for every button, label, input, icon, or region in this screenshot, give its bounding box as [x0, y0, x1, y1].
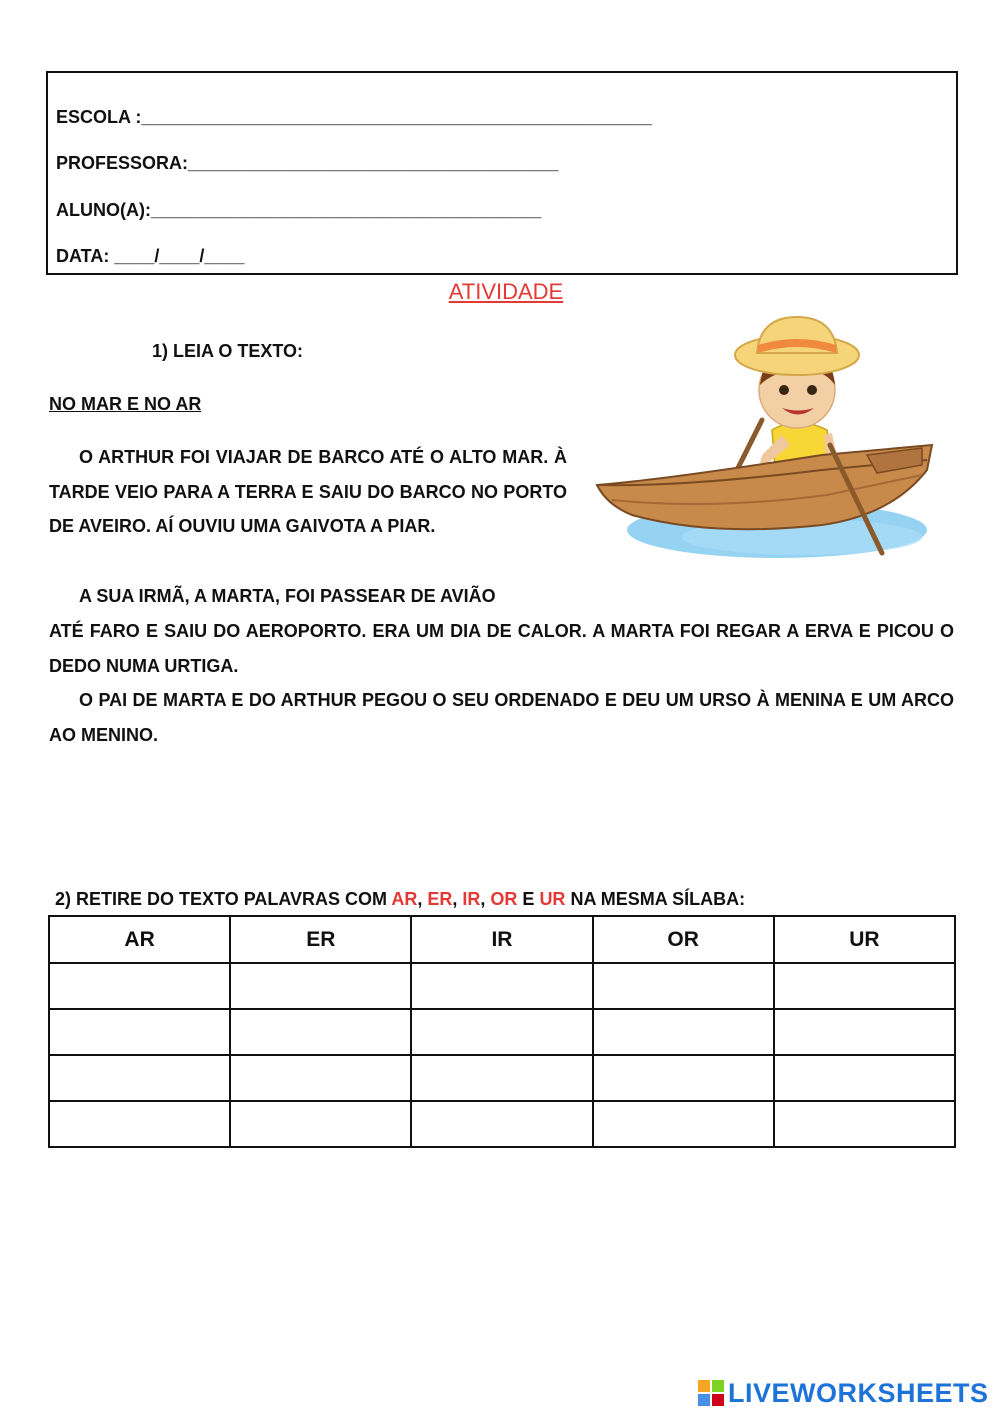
story-paragraph-1: O ARTHUR FOI VIAJAR DE BARCO ATÉ O ALTO MAR. À TARDE VEIO PARA A TERRA E SAIU DO BARCO NO PORTO DE AVEIRO. AÍ OUVIU UMA GAIVOTA A PIAR. — [49, 447, 567, 536]
column-header-or: OR — [593, 916, 774, 963]
table-header-row — [49, 916, 955, 963]
table-row — [49, 963, 955, 1009]
data-field: DATA: ____/____/____ — [56, 246, 245, 266]
answer-cell[interactable] — [411, 963, 592, 1009]
question-2 — [55, 889, 745, 910]
answer-cell[interactable] — [49, 1101, 230, 1147]
answer-cell[interactable] — [774, 963, 955, 1009]
logo-text: LIVEWORKSHEETS — [728, 1377, 989, 1408]
answer-cell[interactable] — [593, 963, 774, 1009]
syllable-or: OR — [490, 889, 518, 909]
activity-title: ATIVIDADE — [448, 279, 564, 304]
story-paragraph-2-rest: ATÉ FARO E SAIU DO AEROPORTO. ERA UM DIA DE CALOR. A MARTA FOI REGAR A ERVA E PICOU O DEDO NUMA URTIGA. — [49, 621, 954, 676]
answer-cell[interactable] — [230, 963, 411, 1009]
separator: , — [417, 889, 428, 909]
separator: , — [480, 889, 491, 909]
syllable-ur: UR — [539, 889, 566, 909]
answer-cell[interactable] — [230, 1055, 411, 1101]
story-paragraph-2-start: A SUA IRMÃ, A MARTA, FOI PASSEAR DE AVIÃO — [79, 586, 496, 606]
answer-cell[interactable] — [593, 1009, 774, 1055]
syllable-ar: AR — [391, 889, 418, 909]
answer-cell[interactable] — [411, 1055, 592, 1101]
syllable-er: ER — [427, 889, 453, 909]
aluno-field: ALUNO(A):_______________________________________ — [56, 200, 542, 220]
answer-cell[interactable] — [774, 1101, 955, 1147]
boy-rowing-boat-illustration — [592, 305, 942, 575]
syllable-ir: IR — [462, 889, 481, 909]
liveworksheets-logo[interactable] — [698, 1378, 989, 1408]
answer-cell[interactable] — [49, 963, 230, 1009]
column-header-ur: UR — [774, 916, 955, 963]
answer-cell[interactable] — [593, 1055, 774, 1101]
table-row — [49, 1055, 955, 1101]
story-title: NO MAR E NO AR — [49, 394, 202, 414]
separator: E — [517, 889, 540, 909]
answer-cell[interactable] — [411, 1009, 592, 1055]
answer-cell[interactable] — [593, 1101, 774, 1147]
table-row — [49, 1101, 955, 1147]
question-2-prefix: 2) RETIRE DO TEXTO PALAVRAS COM — [55, 889, 392, 909]
column-header-ar: AR — [49, 916, 230, 963]
answer-cell[interactable] — [774, 1055, 955, 1101]
answer-cell[interactable] — [49, 1055, 230, 1101]
answer-cell[interactable] — [230, 1009, 411, 1055]
story-paragraph-3: O PAI DE MARTA E DO ARTHUR PEGOU O SEU ORDENADO E DEU UM URSO À MENINA E UM ARCO AO MENINO. — [49, 690, 954, 745]
column-header-ir: IR — [411, 916, 592, 963]
separator: , — [452, 889, 463, 909]
column-header-er: ER — [230, 916, 411, 963]
question-2-suffix: NA MESMA SÍLABA: — [565, 889, 746, 909]
logo-squares-icon — [698, 1380, 724, 1406]
professora-field: PROFESSORA:_____________________________________ — [56, 153, 559, 173]
table-row — [49, 1009, 955, 1055]
answer-cell[interactable] — [49, 1009, 230, 1055]
answer-cell[interactable] — [411, 1101, 592, 1147]
escola-field: ESCOLA :___________________________________________________ — [56, 107, 652, 127]
header-box — [46, 71, 958, 275]
question-1: 1) LEIA O TEXTO: — [152, 341, 304, 361]
syllable-table — [48, 915, 956, 1148]
answer-cell[interactable] — [774, 1009, 955, 1055]
answer-cell[interactable] — [230, 1101, 411, 1147]
